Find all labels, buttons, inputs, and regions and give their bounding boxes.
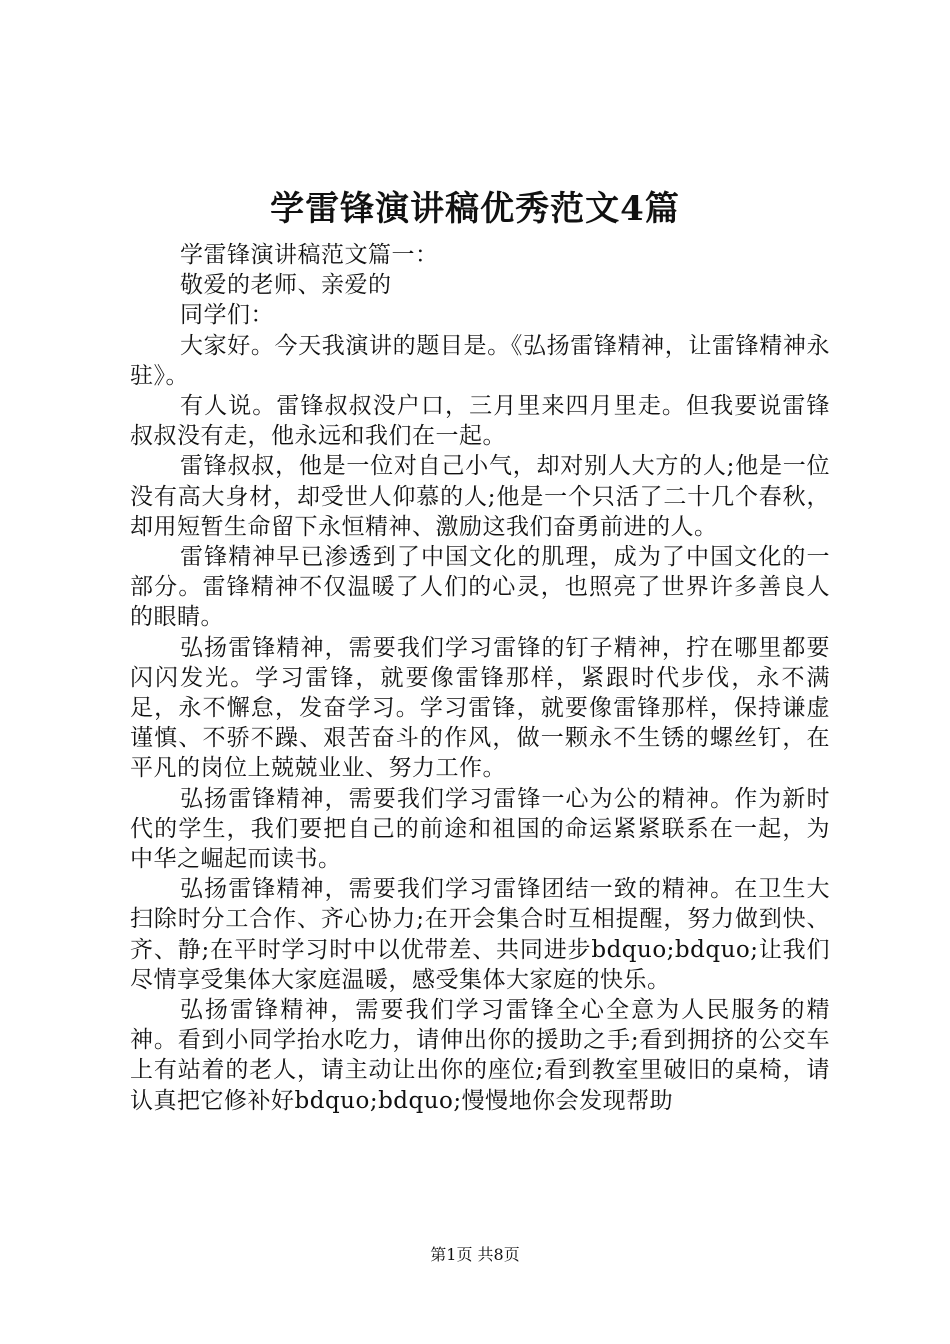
paragraph: 弘扬雷锋精神，需要我们学习雷锋全心全意为人民服务的精神。看到小同学抬水吃力，请伸出你的援助之手;看到拥挤的公交车上有站着的老人，请主动让出你的座位;看到教室里破旧的桌椅，请认真把它修补好bdquo;bdquo;慢慢地你会发现帮助: [130, 997, 830, 1114]
paragraph: 弘扬雷锋精神，需要我们学习雷锋一心为公的精神。作为新时代的学生，我们要把自己的前途和祖国的命运紧紧联系在一起，为中华之崛起而读书。: [130, 785, 830, 873]
paragraph: 弘扬雷锋精神，需要我们学习雷锋的钉子精神，拧在哪里都要闪闪发光。学习雷锋，就要像雷锋那样，紧跟时代步伐，永不满足，永不懈怠，发奋学习。学习雷锋，就要像雷锋那样，保持谦虚谨慎、不骄不躁、艰苦奋斗的作风，做一颗永不生锈的螺丝钉，在平凡的岗位上兢兢业业、努力工作。: [130, 634, 830, 782]
paragraph-salutation-cont: 同学们：: [180, 302, 274, 329]
paragraph: 雷锋精神早已渗透到了中国文化的肌理，成为了中国文化的一部分。雷锋精神不仅温暖了人们的心灵，也照亮了世界许多善良人的眼睛。: [130, 544, 830, 631]
document-title: 学雷锋演讲稿优秀范文4篇: [270, 189, 680, 229]
document-body: [130, 240, 830, 1116]
page-number-footer: 第1页 共8页: [430, 1245, 520, 1264]
paragraph: 雷锋叔叔，他是一位对自己小气，却对别人大方的人;他是一位没有高大身材，却受世人仰慕的人;他是一个只活了二十几个春秋，却用短暂生命留下永恒精神、激励这我们奋勇前进的人。: [130, 453, 830, 540]
paragraph-section-heading: 学雷锋演讲稿范文篇一：: [180, 242, 439, 268]
paragraph-salutation: 敬爱的老师、亲爱的: [180, 272, 392, 299]
paragraph: 有人说。雷锋叔叔没户口，三月里来四月里走。但我要说雷锋叔叔没有走，他永远和我们在一起。: [130, 393, 830, 450]
paragraph: 弘扬雷锋精神，需要我们学习雷锋团结一致的精神。在卫生大扫除时分工合作、齐心协力;在开会集合时互相提醒，努力做到快、齐、静;在平时学习时中以优带差、共同进步bdquo;bdquo;让我们尽情享受集体大家庭温暖，感受集体大家庭的快乐。: [130, 876, 830, 993]
paragraph: 大家好。今天我演讲的题目是。《弘扬雷锋精神，让雷锋精神永驻》。: [130, 332, 830, 389]
